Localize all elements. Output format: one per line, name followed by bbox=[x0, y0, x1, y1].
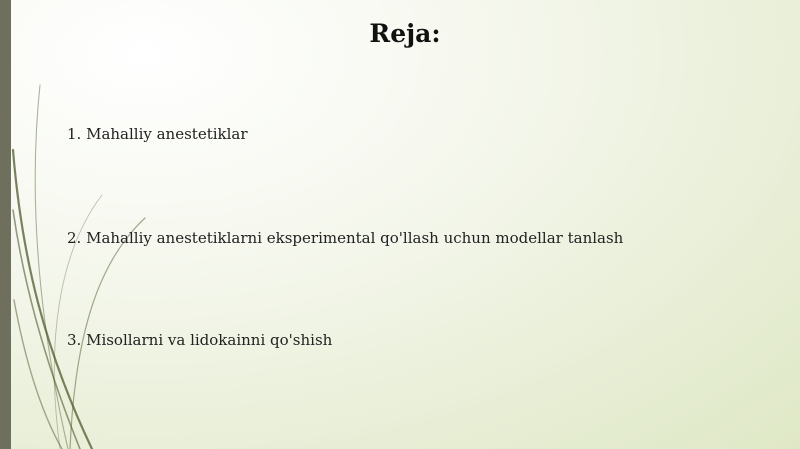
plan-item-3: 3. Misollarni va lidokainni qo'shish bbox=[67, 331, 333, 349]
plan-item-1: 1. Mahalliy anestetiklar bbox=[67, 125, 248, 143]
plan-item-2: 2. Mahalliy anestetiklarni eksperimental qo'llash uchun modellar tanlash bbox=[67, 229, 624, 247]
slide-title: Reja: bbox=[369, 19, 441, 48]
